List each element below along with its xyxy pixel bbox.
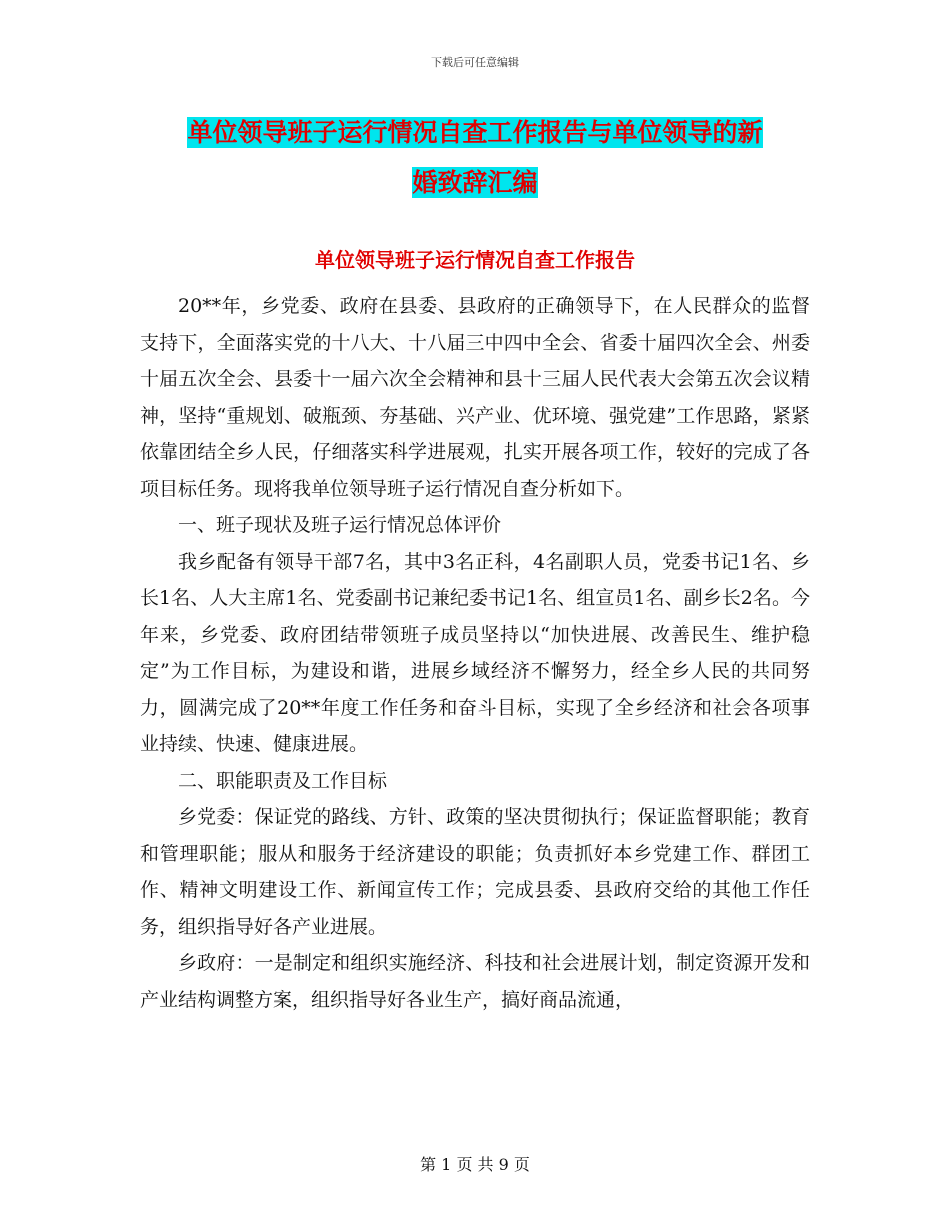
heading-section-1: 一、班子现状及班子运行情况总体评价	[178, 514, 502, 536]
heading-section-2: 二、职能职责及工作目标	[178, 769, 388, 792]
title-line-1: 单位领导班子运行情况自查工作报告与单位领导的新	[187, 118, 763, 147]
body-text	[140, 288, 810, 1018]
header-note: 下载后可任意编辑	[431, 56, 519, 69]
paragraph-intro: 20**年，乡党委、政府在县委、县政府的正确领导下，在人民群众的监督支持下，全面落实党的十八大、十八届三中四中全会、省委十届四次全会、州委十届五次全会、县委十一届六次全会精神和县十三届人民代表大会第五次会议精神，坚持“重规划、破瓶颈、夯基础、兴产业、优环境、强党建”工作思路，紧紧依靠团结全乡人民，仔细落实科学进展观，扎实开展各项工作，较好的完成了各项目标任务。现将我单位领导班子运行情况自查分析如下。	[140, 295, 810, 500]
paragraph-team-status: 我乡配备有领导干部7名，其中3名正科，4名副职人员，党委书记1名、乡长1名、人大主席1名、党委副书记兼纪委书记1名、组宣员1名、副乡长2名。今年来，乡党委、政府团结带领班子成员坚持以“加快进展、改善民生、维护稳定”为工作目标，为建设和谐，进展乡域经济不懈努力，经全乡人民的共同努力，圆满完成了20**年度工作任务和奋斗目标，实现了全乡经济和社会各项事业持续、快速、健康进展。	[140, 550, 810, 755]
document-title	[140, 108, 810, 208]
section-title: 单位领导班子运行情况自查工作报告	[315, 248, 635, 272]
title-line-2: 婚致辞汇编	[412, 168, 538, 197]
paragraph-party-committee: 乡党委：保证党的路线、方针、政策的坚决贯彻执行；保证监督职能；教育和管理职能；服从和服务于经济建设的职能；负责抓好本乡党建工作、群团工作、精神文明建设工作、新闻宣传工作；完成县委、县政府交给的其他工作任务，组织指导好各产业进展。	[140, 806, 810, 938]
page-footer: 第 1 页 共 9 页	[420, 1155, 530, 1174]
paragraph-township-government: 乡政府：一是制定和组织实施经济、科技和社会进展计划，制定资源开发和产业结构调整方案，组织指导好各业生产，搞好商品流通，	[140, 952, 810, 1011]
